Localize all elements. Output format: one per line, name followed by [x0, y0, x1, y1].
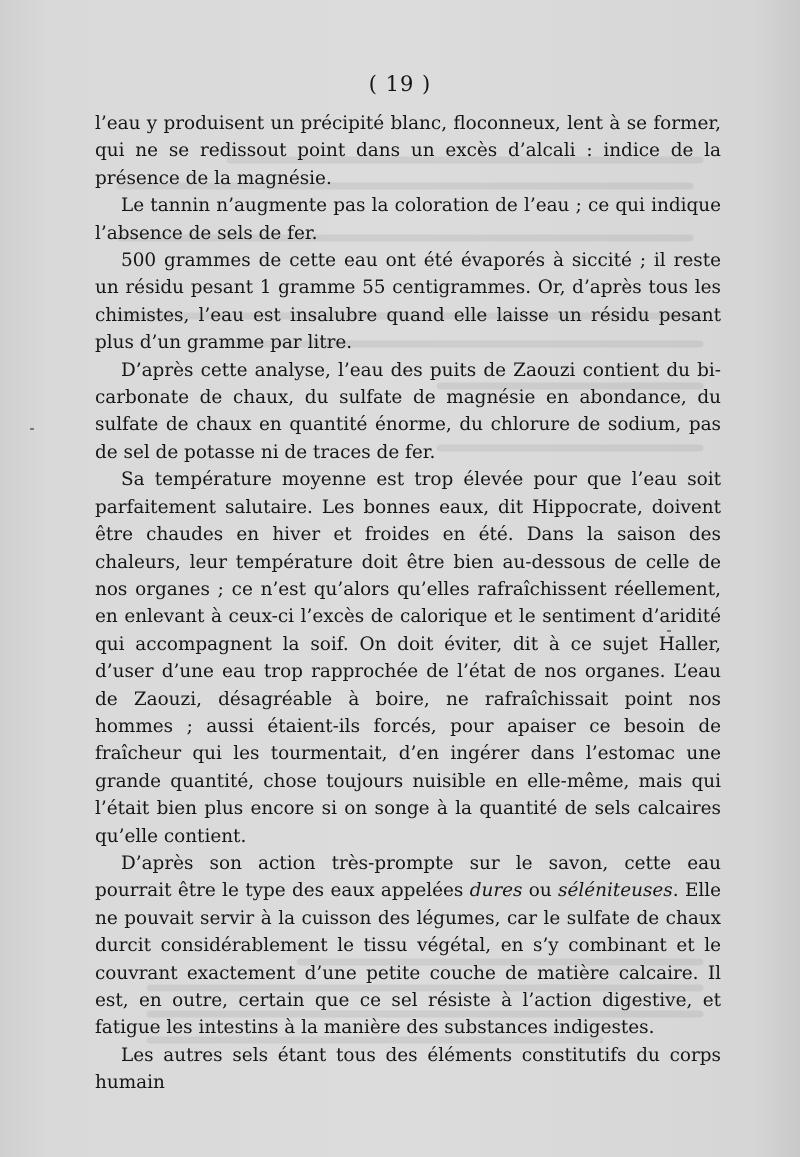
- italic-term: dures: [469, 880, 523, 902]
- paragraph: 500 grammes de cette eau ont été évaporés à siccité ; il reste un résidu pesant 1 gramme 55 centigrammes. Or, d’après tous les chimistes, l’eau est insalubre quand elle laisse un résidu pesant plus d’un gramme par litre.: [95, 250, 721, 354]
- paragraph: Les autres sels étant tous des éléments constitutifs du corps humain: [95, 1044, 721, 1094]
- paragraph: D’après cette analyse, l’eau des puits de Zaouzi contient du bi-carbonate de chaux, du sulfate de magnésie en abondance, du sulfate de chaux en quantité énorme, du chlorure de sodium, pas de sel de potasse ni de traces de fer.: [95, 359, 721, 463]
- text-run: D’après son action très-prompte sur le savon, cette eau pourrait être le type des eaux appelées: [95, 852, 721, 902]
- text-run: ou: [522, 880, 559, 902]
- paragraph: Le tannin n’augmente pas la coloration de l’eau ; ce qui indique l’absence de sels de fer.: [95, 195, 721, 244]
- italic-term: séléniteuses: [558, 880, 673, 902]
- paragraph: l’eau y produisent un précipité blanc, floconneux, lent à se former, qui ne se redissout point dans un excès d’alcali : indice de la présence de la magnésie.: [95, 113, 721, 189]
- paragraph: Sa température moyenne est trop élevée pour que l’eau soit parfaitement salutaire. Les bonnes eaux, dit Hippocrate, doivent être chaudes en hiver et froides en été. Dans la saison des chaleurs, leur température doit être bien au-dessous de celle de nos organes ; ce n’est qu’alors qu’elles rafraîchissent réellement, en enlevant à ceux-ci l’excès de calorique et le sentiment d’aridité qui accompagnent la soif. On doit éviter, dit à ce sujet Haller, d’user d’une eau trop rapprochée de l’état de nos organes. L’eau de Zaouzi, désagréable à boire, ne rafraîchissait point nos hommes ; aussi étaient-ils forcés, pour apaiser ce besoin de fraîcheur qui les tourmentait, d’en ingérer dans l’estomac une grande quantité, chose toujours nuisible en elle-même, mais qui l’était bien plus encore si on songe à la quantité de sels calcaires qu’elle contient.: [95, 469, 721, 847]
- margin-speck: [30, 428, 34, 430]
- page-number: ( 19 ): [368, 72, 432, 96]
- page-body: [95, 110, 721, 1097]
- text-run: . Elle ne pouvait servir à la cuisson des légumes, car le sulfate de chaux durcit considérablement le tissu végétal, en s’y combinant et le couvrant exactement d’une petite couche de matière calcaire. Il est, en outre, certain que ce sel résiste à l’action digestive, et fatigue les intestins à la manière des substances indigestes.: [95, 880, 722, 1039]
- paragraph: [95, 850, 721, 1042]
